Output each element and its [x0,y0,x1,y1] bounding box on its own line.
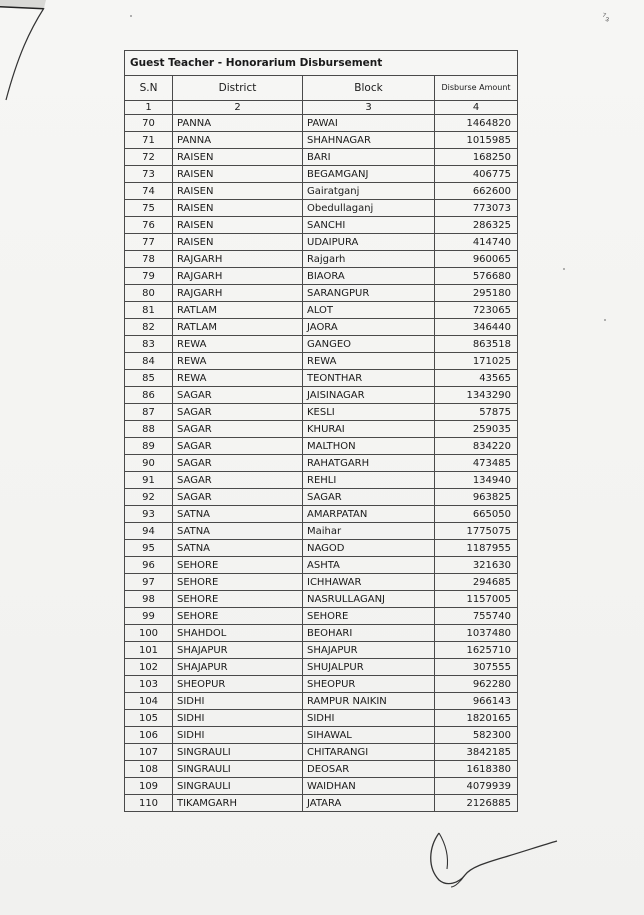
district-cell: SAGAR [173,404,303,421]
district-cell: SAGAR [173,455,303,472]
table-row [125,268,518,285]
amount-cell: 168250 [435,149,518,166]
table-row [125,608,518,625]
block-cell: SHUJALPUR [303,659,435,676]
table-row [125,540,518,557]
sn-cell: 103 [125,676,173,693]
block-cell: KESLI [303,404,435,421]
district-cell: RAISEN [173,200,303,217]
sn-cell: 101 [125,642,173,659]
handwritten-signature [425,825,565,890]
block-cell: SIHAWAL [303,727,435,744]
district-cell: PANNA [173,115,303,132]
table-row [125,472,518,489]
district-cell: SHAJAPUR [173,642,303,659]
disbursement-table [124,50,518,812]
sn-cell: 72 [125,149,173,166]
amount-cell: 723065 [435,302,518,319]
amount-cell: 773073 [435,200,518,217]
sn-cell: 86 [125,387,173,404]
block-cell: SIDHI [303,710,435,727]
disbursement-table-container [124,50,517,812]
table-row [125,336,518,353]
district-cell: RAJGARH [173,285,303,302]
district-cell: SAGAR [173,489,303,506]
sn-cell: 105 [125,710,173,727]
table-row [125,353,518,370]
amount-cell: 259035 [435,421,518,438]
district-cell: RAJGARH [173,268,303,285]
table-row [125,625,518,642]
block-cell: AMARPATAN [303,506,435,523]
block-cell: SARANGPUR [303,285,435,302]
block-cell: SANCHI [303,217,435,234]
amount-cell: 1157005 [435,591,518,608]
district-cell: SINGRAULI [173,778,303,795]
sn-cell: 74 [125,183,173,200]
table-row [125,506,518,523]
amount-cell: 834220 [435,438,518,455]
table-row [125,251,518,268]
table-row [125,455,518,472]
sn-cell: 92 [125,489,173,506]
district-cell: SIDHI [173,727,303,744]
block-cell: NASRULLAGANJ [303,591,435,608]
sn-cell: 79 [125,268,173,285]
table-row [125,489,518,506]
block-cell: DEOSAR [303,761,435,778]
amount-cell: 1037480 [435,625,518,642]
amount-cell: 1343290 [435,387,518,404]
sn-cell: 84 [125,353,173,370]
table-row [125,676,518,693]
table-row [125,659,518,676]
district-cell: PANNA [173,132,303,149]
district-cell: SATNA [173,523,303,540]
amount-cell: 1820165 [435,710,518,727]
scan-speck [563,268,565,270]
table-row [125,795,518,812]
district-cell: SATNA [173,506,303,523]
table-row [125,744,518,761]
amount-cell: 171025 [435,353,518,370]
table-row [125,115,518,132]
table-row [125,217,518,234]
table-row [125,727,518,744]
table-row [125,132,518,149]
table-row [125,438,518,455]
district-cell: SINGRAULI [173,744,303,761]
district-cell: SINGRAULI [173,761,303,778]
district-cell: SHAHDOL [173,625,303,642]
block-cell: BEGAMGANJ [303,166,435,183]
table-row [125,319,518,336]
district-cell: SIDHI [173,693,303,710]
sn-cell: 91 [125,472,173,489]
block-cell: REWA [303,353,435,370]
sn-cell: 83 [125,336,173,353]
amount-cell: 1625710 [435,642,518,659]
block-cell: Obedullaganj [303,200,435,217]
table-row [125,285,518,302]
amount-cell: 406775 [435,166,518,183]
block-cell: Gairatganj [303,183,435,200]
amount-cell: 966143 [435,693,518,710]
amount-cell: 4079939 [435,778,518,795]
sn-cell: 99 [125,608,173,625]
column-number: 1 [125,101,173,115]
column-number: 4 [435,101,518,115]
block-cell: Rajgarh [303,251,435,268]
district-cell: SHAJAPUR [173,659,303,676]
district-cell: SIDHI [173,710,303,727]
district-cell: RAISEN [173,234,303,251]
sn-cell: 80 [125,285,173,302]
amount-cell: 1618380 [435,761,518,778]
table-row [125,166,518,183]
district-cell: SEHORE [173,608,303,625]
district-cell: SAGAR [173,421,303,438]
block-cell: WAIDHAN [303,778,435,795]
table-row [125,761,518,778]
sn-cell: 81 [125,302,173,319]
table-row [125,693,518,710]
block-cell: SHAHNAGAR [303,132,435,149]
amount-cell: 960065 [435,251,518,268]
district-cell: RAISEN [173,217,303,234]
district-cell: RAISEN [173,183,303,200]
page-fold-mark [0,0,48,110]
district-cell: REWA [173,370,303,387]
amount-cell: 1015985 [435,132,518,149]
block-cell: SEHORE [303,608,435,625]
block-cell: Maihar [303,523,435,540]
sn-cell: 100 [125,625,173,642]
column-number: 3 [303,101,435,115]
sn-cell: 90 [125,455,173,472]
amount-cell: 294685 [435,574,518,591]
sn-cell: 94 [125,523,173,540]
district-cell: SEHORE [173,591,303,608]
table-row [125,149,518,166]
amount-cell: 414740 [435,234,518,251]
sn-cell: 88 [125,421,173,438]
amount-cell: 295180 [435,285,518,302]
block-cell: UDAIPURA [303,234,435,251]
sn-cell: 110 [125,795,173,812]
block-cell: MALTHON [303,438,435,455]
amount-cell: 307555 [435,659,518,676]
amount-cell: 346440 [435,319,518,336]
block-cell: PAWAI [303,115,435,132]
block-cell: TEONTHAR [303,370,435,387]
sn-cell: 82 [125,319,173,336]
sn-cell: 98 [125,591,173,608]
amount-cell: 473485 [435,455,518,472]
district-cell: TIKAMGARH [173,795,303,812]
block-cell: CHITARANGI [303,744,435,761]
table-row [125,591,518,608]
table-title: Guest Teacher - Honorarium Disbursement [125,51,518,76]
sn-cell: 93 [125,506,173,523]
amount-cell: 57875 [435,404,518,421]
column-number: 2 [173,101,303,115]
block-cell: JAORA [303,319,435,336]
header-disburse-amount: Disburse Amount [435,76,518,101]
block-cell: ASHTA [303,557,435,574]
table-row [125,421,518,438]
sn-cell: 102 [125,659,173,676]
district-cell: SAGAR [173,472,303,489]
district-cell: RATLAM [173,302,303,319]
block-cell: BARI [303,149,435,166]
table-row [125,778,518,795]
district-cell: RAJGARH [173,251,303,268]
sn-cell: 106 [125,727,173,744]
header-block: Block [303,76,435,101]
district-cell: REWA [173,336,303,353]
block-cell: BIAORA [303,268,435,285]
table-row [125,387,518,404]
sn-cell: 85 [125,370,173,387]
table-row [125,370,518,387]
block-cell: GANGEO [303,336,435,353]
sn-cell: 96 [125,557,173,574]
sn-cell: 70 [125,115,173,132]
block-cell: RAHATGARH [303,455,435,472]
amount-cell: 321630 [435,557,518,574]
sn-cell: 87 [125,404,173,421]
district-cell: SAGAR [173,438,303,455]
amount-cell: 43565 [435,370,518,387]
table-row [125,642,518,659]
amount-cell: 665050 [435,506,518,523]
block-cell: JAISINAGAR [303,387,435,404]
sn-cell: 71 [125,132,173,149]
amount-cell: 1464820 [435,115,518,132]
scan-speck [130,15,132,17]
block-cell: BEOHARI [303,625,435,642]
block-cell: REHLI [303,472,435,489]
block-cell: KHURAI [303,421,435,438]
block-cell: NAGOD [303,540,435,557]
sn-cell: 73 [125,166,173,183]
table-row [125,302,518,319]
sn-cell: 95 [125,540,173,557]
amount-cell: 576680 [435,268,518,285]
amount-cell: 963825 [435,489,518,506]
amount-cell: 2126885 [435,795,518,812]
block-cell: ICHHAWAR [303,574,435,591]
district-cell: RATLAM [173,319,303,336]
district-cell: REWA [173,353,303,370]
block-cell: RAMPUR NAIKIN [303,693,435,710]
table-row [125,710,518,727]
amount-cell: 662600 [435,183,518,200]
table-row [125,523,518,540]
block-cell: SHAJAPUR [303,642,435,659]
sn-cell: 75 [125,200,173,217]
table-row [125,557,518,574]
sn-cell: 78 [125,251,173,268]
sn-cell: 109 [125,778,173,795]
sn-cell: 104 [125,693,173,710]
amount-cell: 1775075 [435,523,518,540]
amount-cell: 286325 [435,217,518,234]
table-row [125,183,518,200]
district-cell: RAISEN [173,166,303,183]
district-cell: SHEOPUR [173,676,303,693]
sn-cell: 97 [125,574,173,591]
block-cell: SAGAR [303,489,435,506]
amount-cell: 3842185 [435,744,518,761]
table-row [125,200,518,217]
district-cell: SAGAR [173,387,303,404]
amount-cell: 962280 [435,676,518,693]
district-cell: SEHORE [173,574,303,591]
block-cell: SHEOPUR [303,676,435,693]
page-number-mark: ⁷₃ [601,11,612,24]
amount-cell: 755740 [435,608,518,625]
scan-speck [604,319,606,321]
amount-cell: 582300 [435,727,518,744]
table-body [125,115,518,812]
sn-cell: 89 [125,438,173,455]
block-cell: JATARA [303,795,435,812]
sn-cell: 108 [125,761,173,778]
district-cell: SATNA [173,540,303,557]
table-row [125,234,518,251]
sn-cell: 77 [125,234,173,251]
header-sn: S.N [125,76,173,101]
table-row [125,404,518,421]
block-cell: ALOT [303,302,435,319]
district-cell: SEHORE [173,557,303,574]
sn-cell: 107 [125,744,173,761]
amount-cell: 1187955 [435,540,518,557]
district-cell: RAISEN [173,149,303,166]
amount-cell: 134940 [435,472,518,489]
header-district: District [173,76,303,101]
amount-cell: 863518 [435,336,518,353]
sn-cell: 76 [125,217,173,234]
table-row [125,574,518,591]
